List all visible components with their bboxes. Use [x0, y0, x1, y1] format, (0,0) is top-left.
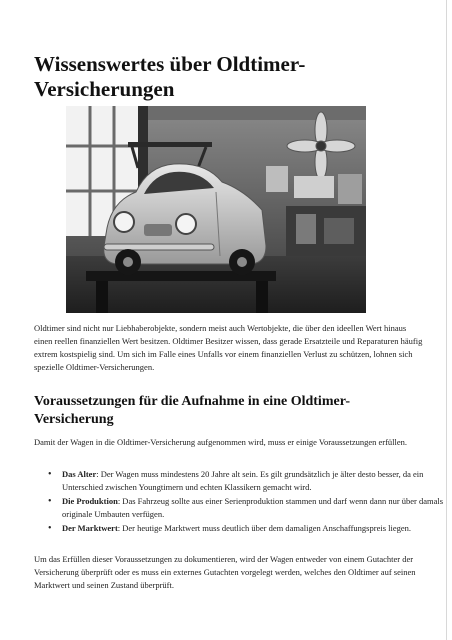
- list-item-text: : Der Wagen muss mindestens 20 Jahre alt sein. Es gilt grundsätzlich je älter desto besser, da ein Unterschied zwischen Youngtimern und echten Klassikern gemacht wird.: [62, 469, 424, 492]
- intro-paragraph: Oldtimer sind nicht nur Liebhaberobjekte, sondern meist auch Wertobjekte, die über den ideellen Wert hinaus einen reellen finanziellen Wert besitzen. Oldtimer Besitzer wissen, dass gerade Ersatzteile und Reparaturen häufig extrem kostspielig sind. Um sich im Falle eines Unfalls vor einem finanziellen Verlust zu schützen, lohnen sich spezielle Oldtimer-Versicherungen.: [34, 323, 423, 372]
- list-item-text: : Der heutige Marktwert muss deutlich über dem damaligen Anschaffungspreis liegen.: [117, 523, 412, 533]
- classic-car-photo: [66, 106, 366, 313]
- section-lead-paragraph: Damit der Wagen in die Oldtimer-Versicherung aufgenommen wird, muss er einige Voraussetzungen erfüllen.: [34, 437, 408, 447]
- page-edge-line: [446, 0, 447, 640]
- closing-paragraph: Um das Erfüllen dieser Voraussetzungen zu dokumentieren, wird der Wagen entweder von einem Gutachter der Versicherung überprüft oder es muss ein externes Gutachten vorgelegt werden, welches den Oldtimer auf seinen Marktwert und seinen Zustand überprüft.: [34, 554, 416, 590]
- list-item-label: Der Marktwert: [62, 523, 118, 533]
- list-item-text: : Das Fahrzeug sollte aus einer Serienproduktion stammen und darf wenn dann nur über damals originale Umbauten verfügen.: [62, 496, 444, 519]
- list-item-label: Das Alter: [62, 469, 97, 479]
- classic-car-illustration: [66, 106, 366, 313]
- list-item: [62, 468, 452, 494]
- requirements-list: [34, 468, 452, 536]
- page-title: Wissenswertes über Oldtimer-Versicherungen: [34, 52, 306, 101]
- list-item: [62, 495, 452, 521]
- list-item-label: Die Produktion: [62, 496, 118, 506]
- list-item: [62, 522, 452, 535]
- section-heading: Voraussetzungen für die Aufnahme in eine Oldtimer-Versicherung: [34, 394, 351, 427]
